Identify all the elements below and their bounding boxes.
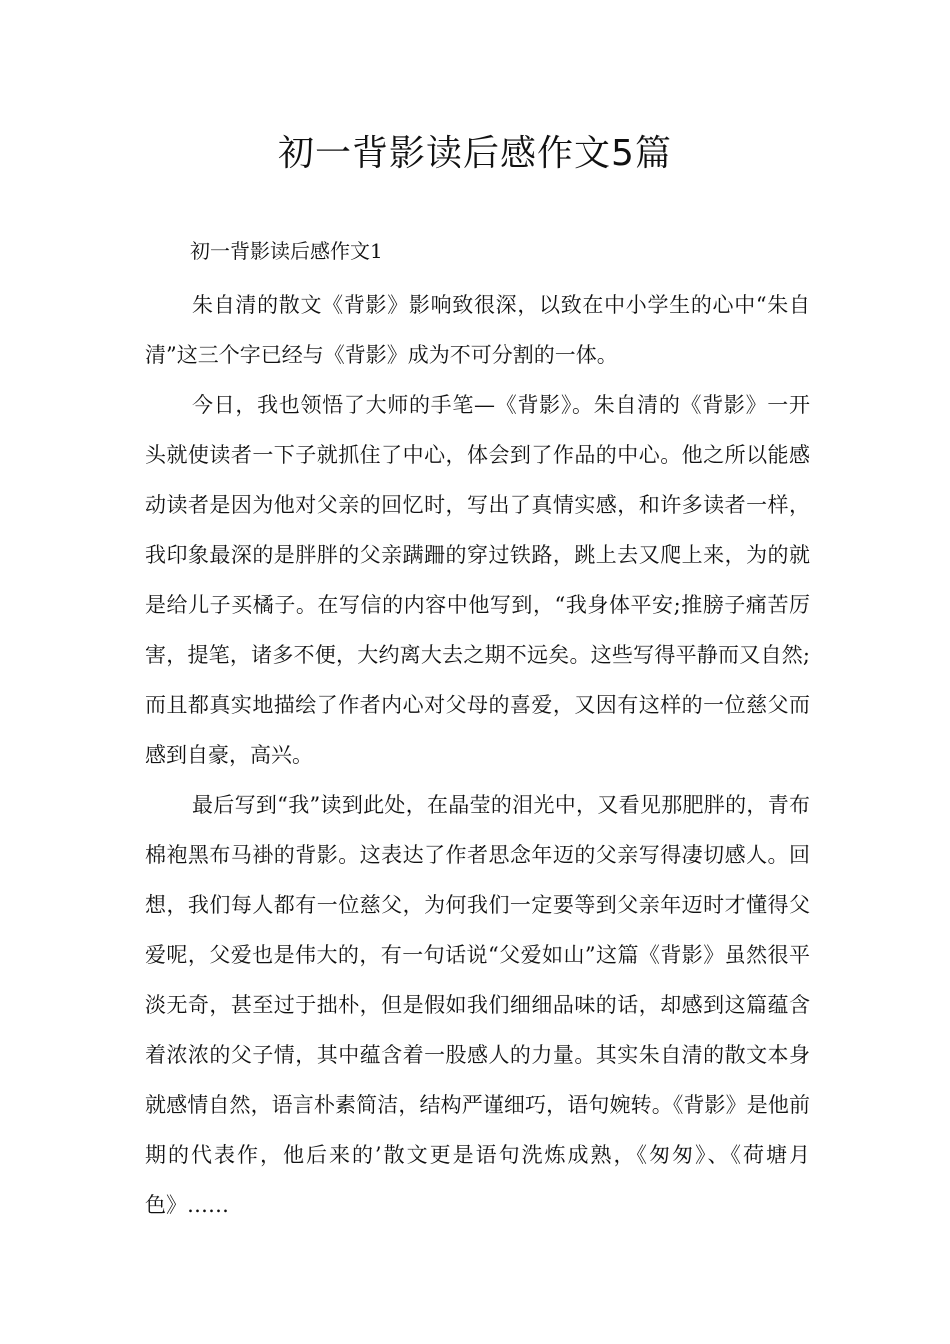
- paragraph-1: 朱自清的散文《背影》影响致很深，以致在中小学生的心中“朱自清”这三个字已经与《背影》成为不可分割的一体。: [145, 293, 810, 367]
- document-title: 初一背影读后感作文5篇: [278, 133, 672, 174]
- paragraph-2: 今日，我也领悟了大师的手笔—《背影》。朱自清的《背影》一开头就使读者一下子就抓住了中心，体会到了作品的中心。他之所以能感动读者是因为他对父亲的回忆时，写出了真情实感，和许多读者一样，我印象最深的是胖胖的父亲蹒跚的穿过铁路，跳上去又爬上来，为的就是给儿子买橘子。在写信的内容中他写到，“我身体平安;推膀子痛苦厉害，提笔，诸多不便，大约离大去之期不远矣。这些写得平静而又自然;而且都真实地描绘了作者内心对父母的喜爱，又因有这样的一位慈父而感到自豪，高兴。: [145, 393, 810, 767]
- paragraph-3: 最后写到“我”读到此处，在晶莹的泪光中，又看见那肥胖的，青布棉袍黑布马褂的背影。这表达了作者思念年迈的父亲写得凄切感人。回想，我们每人都有一位慈父，为何我们一定要等到父亲年迈时才懂得父爱呢，父爱也是伟大的，有一句话说“父爱如山”这篇《背影》虽然很平淡无奇，甚至过于拙朴，但是假如我们细细品味的话，却感到这篇蕴含着浓浓的父子情，其中蕴含着一股感人的力量。其实朱自清的散文本身就感情自然，语言朴素简洁，结构严谨细巧，语句婉转。《背影》是他前期的代表作，他后来的’散文更是语句洗炼成熟，《匆匆》、《荷塘月色》……: [145, 793, 810, 1217]
- section-heading: 初一背影读后感作文1: [190, 239, 383, 263]
- document-body: [145, 230, 810, 1230]
